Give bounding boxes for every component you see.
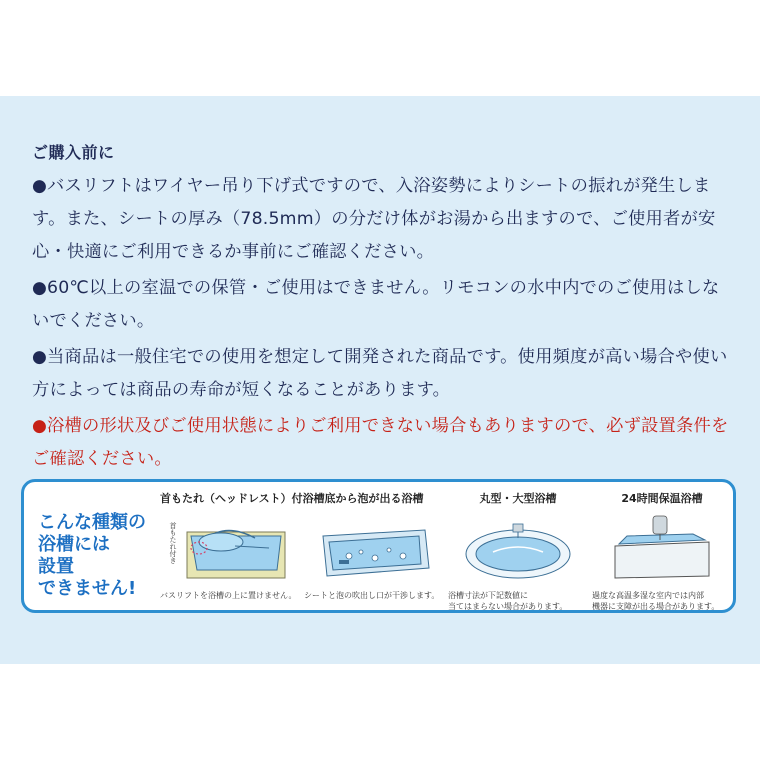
tub-column-headrest — [160, 490, 325, 600]
warning-note — [32, 410, 732, 476]
bullet-icon: ● — [32, 176, 48, 196]
tub-column-round — [448, 490, 588, 611]
column-caption: 過度な高温多湿な室内では内部 機器に支障が出る場合があります。 — [592, 591, 720, 611]
column-caption: シートと泡の吹出し口が干渉します。 — [304, 591, 440, 600]
note-item — [32, 170, 732, 269]
note-text: 浴槽の形状及びご使用状態によりご利用できない場合もありますので、必ず設置条件をご確認ください。 — [32, 416, 729, 469]
column-title: 底から泡が出る浴槽 — [324, 492, 424, 505]
round-tub-icon — [453, 512, 583, 582]
note-item — [32, 341, 732, 407]
bubble-tub-icon — [309, 512, 439, 582]
headrest-tub-icon — [165, 512, 295, 582]
box-title: こんな種類の 浴槽には 設置 できません! — [38, 512, 146, 599]
bullet-icon: ● — [32, 347, 48, 367]
column-caption: バスリフトを浴槽の上に置けません。 — [160, 591, 297, 600]
notes-list — [32, 170, 732, 476]
tub-column-bubbles — [304, 490, 444, 600]
column-title: 24時間保温浴槽 — [621, 492, 703, 505]
column-title: 丸型・大型浴槽 — [479, 492, 557, 505]
column-title: 首もたれ（ヘッドレスト）付浴槽 — [160, 492, 325, 505]
heated-tub-icon — [597, 512, 727, 582]
bullet-icon: ● — [32, 278, 48, 298]
section-heading: ご購入前に — [32, 143, 115, 162]
unsupported-tubs-box — [21, 479, 736, 613]
headrest-label: 首もたれ付き — [169, 522, 177, 564]
tub-column-heated — [592, 490, 732, 611]
note-text: 60℃以上の室温での保管・ご使用はできません。リモコンの水中内でのご使用はしないでください。 — [32, 278, 720, 331]
note-text: バスリフトはワイヤー吊り下げ式ですので、入浴姿勢によりシートの振れが発生します。また、シートの厚み（78.5mm）の分だけ体がお湯から出ますので、ご使用者が安心・快適にご利用できるか事前にご確認ください。 — [32, 176, 716, 262]
column-caption: 浴槽寸法が下記数値に 当てはまらない場合があります。 — [448, 591, 568, 611]
note-item — [32, 272, 732, 338]
bullet-icon: ● — [32, 416, 48, 436]
note-text: 当商品は一般住宅での使用を想定して開発された商品です。使用頻度が高い場合や使い方によっては商品の寿命が短くなることがあります。 — [32, 347, 728, 400]
